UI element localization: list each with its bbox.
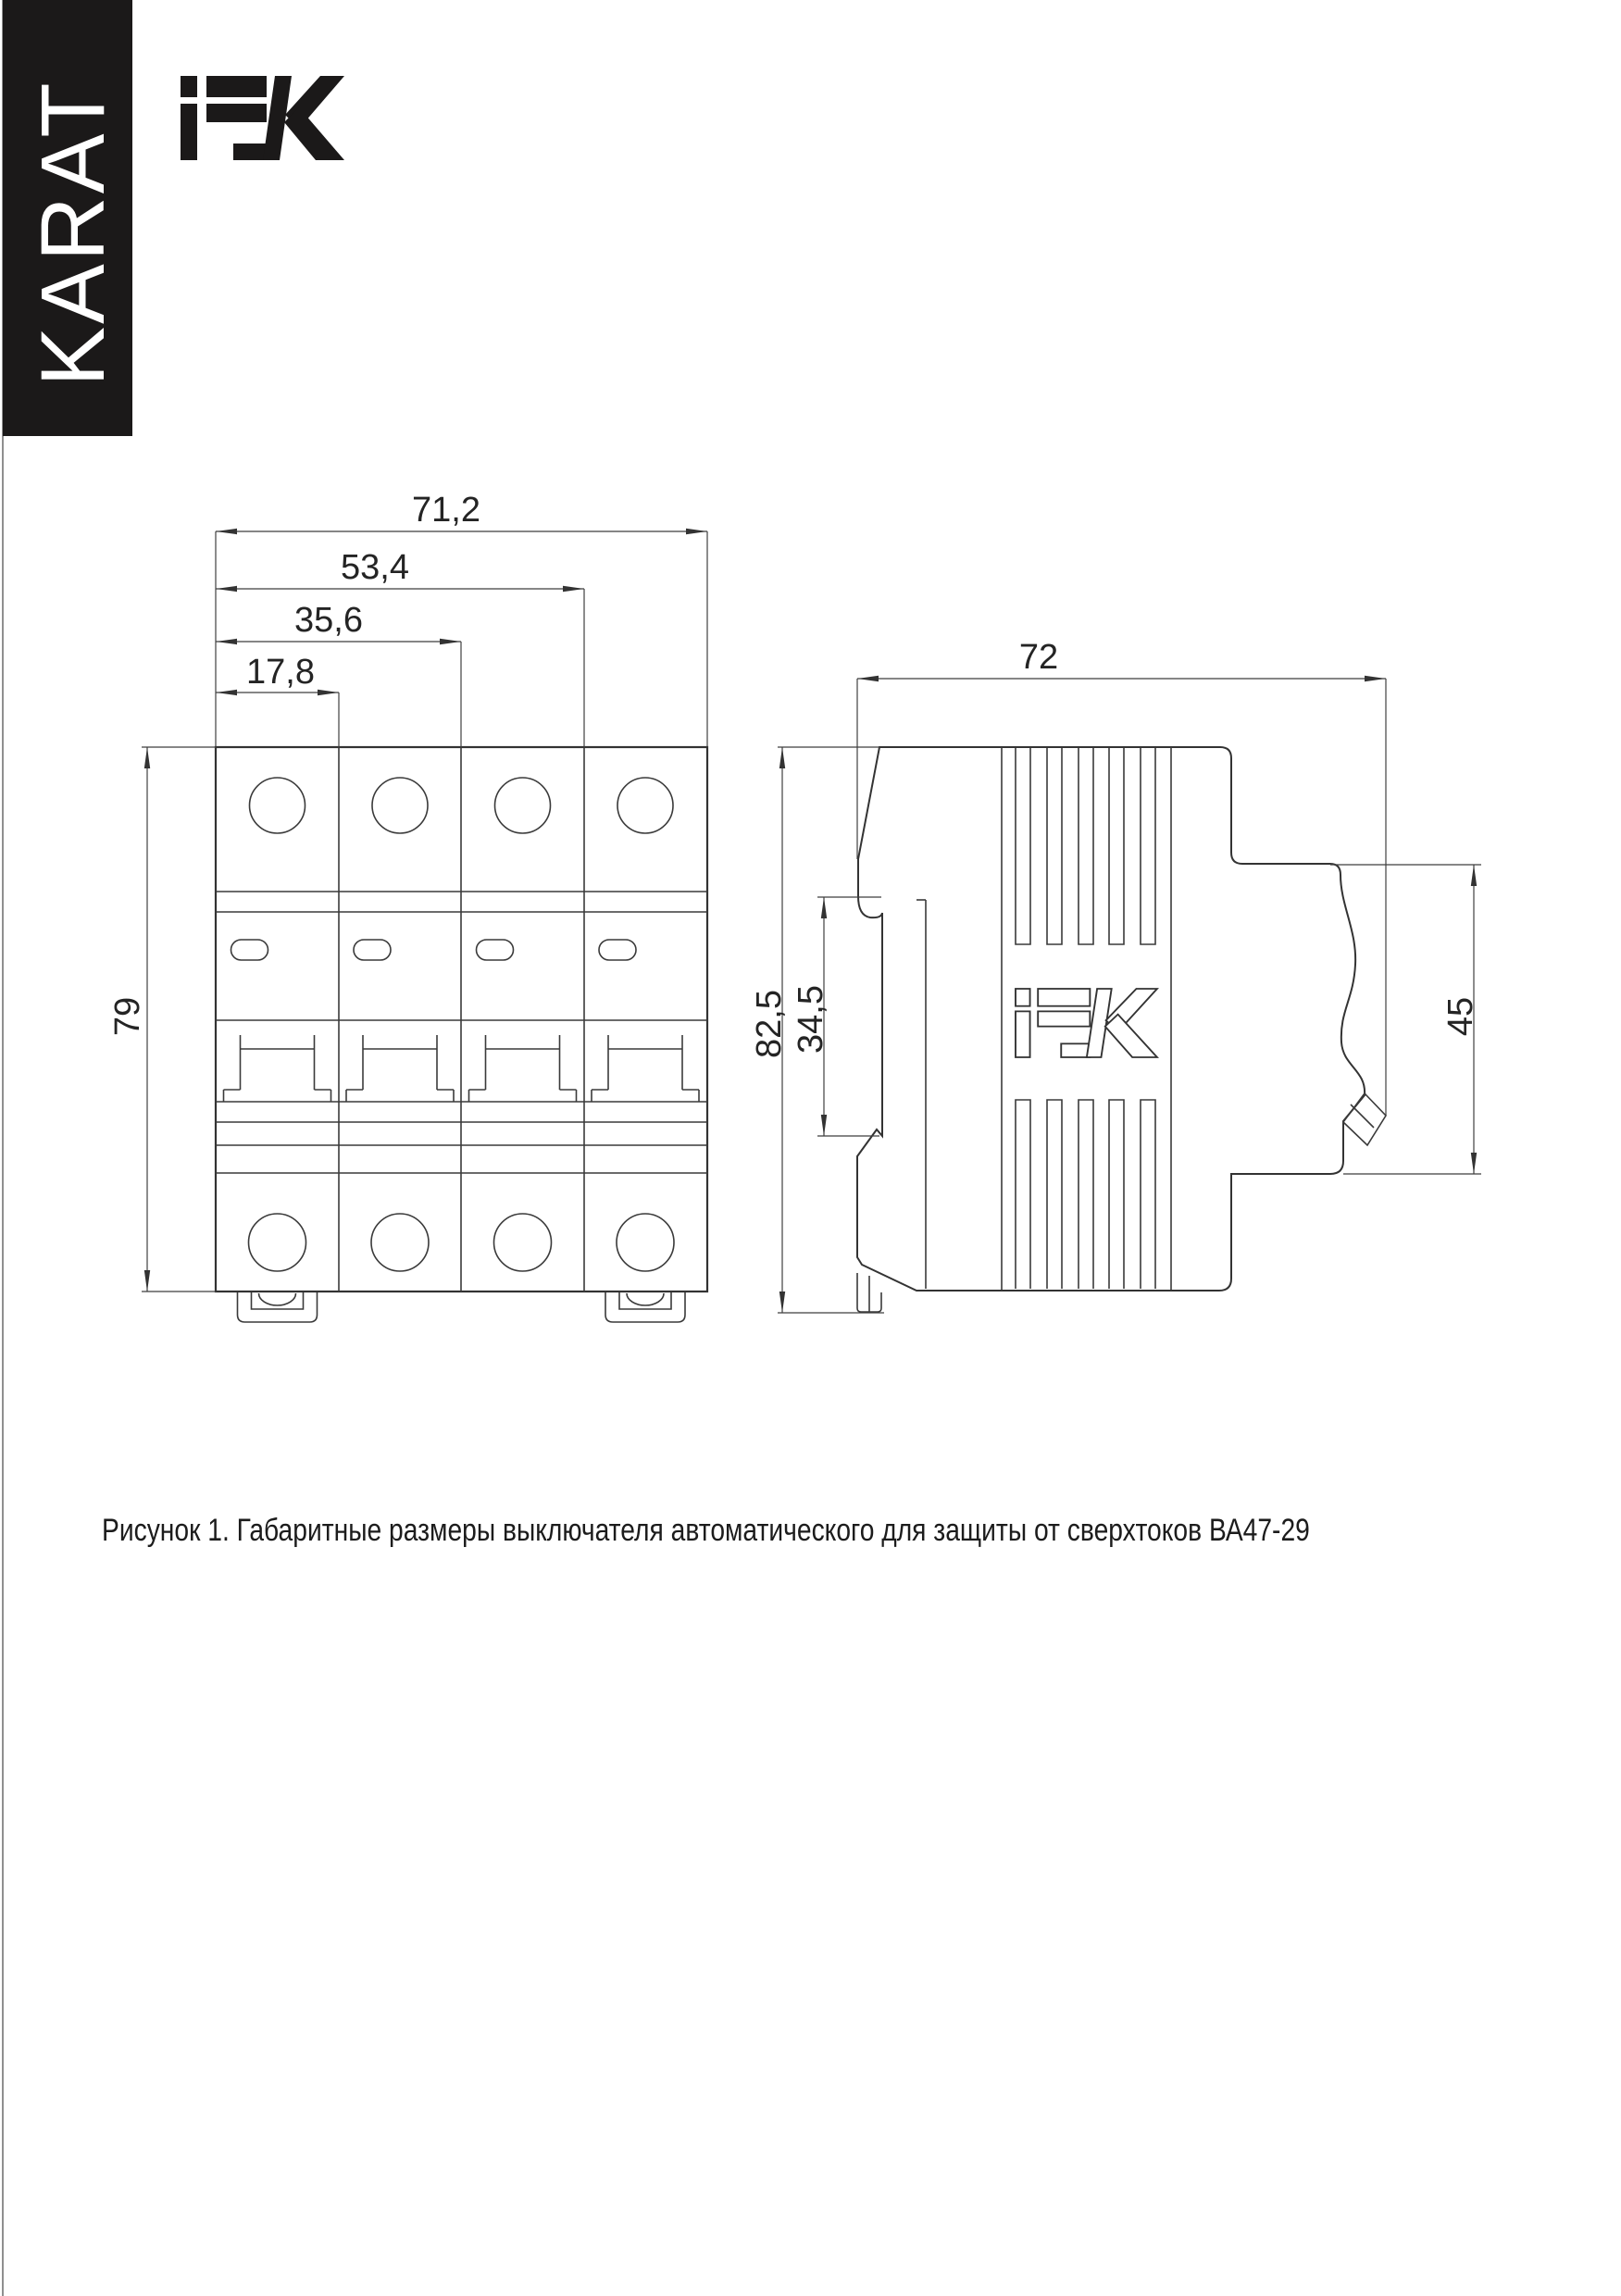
vent-slot-upper bbox=[1109, 748, 1124, 944]
vent-slot-lower bbox=[1141, 1100, 1155, 1289]
dim-side-rail-offset: 34,5 bbox=[792, 985, 830, 1054]
din-clip bbox=[238, 1292, 318, 1322]
dim-side-front-height: 45 bbox=[1441, 996, 1480, 1037]
dim-front-one-module: 17,8 bbox=[246, 653, 315, 692]
din-clip bbox=[605, 1292, 685, 1322]
front-view bbox=[108, 491, 707, 1322]
vent-slot-upper bbox=[1047, 748, 1062, 944]
vent-slot-upper bbox=[1016, 748, 1030, 944]
iek-logo bbox=[181, 76, 344, 160]
figure-caption: Рисунок 1. Габаритные размеры выключателя автоматического для защиты от сверхтоков ВА47-29 bbox=[102, 1513, 1310, 1548]
side-view bbox=[750, 638, 1481, 1313]
vent-slot-upper bbox=[1141, 748, 1155, 944]
karat-banner-label: KARAT bbox=[22, 80, 123, 387]
vent-slot-lower bbox=[1016, 1100, 1030, 1289]
vent-slot-upper bbox=[1079, 748, 1093, 944]
vent-slot-lower bbox=[1079, 1100, 1093, 1289]
iek-logo-outline bbox=[1016, 989, 1157, 1057]
vent-slot-lower bbox=[1109, 1100, 1124, 1289]
vent-slot-lower bbox=[1047, 1100, 1062, 1289]
dim-front-height: 79 bbox=[108, 996, 147, 1037]
dim-side-height: 82,5 bbox=[750, 990, 789, 1058]
dim-side-depth: 72 bbox=[1018, 638, 1059, 677]
dim-front-total-width: 71,2 bbox=[412, 491, 480, 530]
dim-front-three-modules: 53,4 bbox=[341, 548, 409, 587]
dim-front-two-modules: 35,6 bbox=[294, 601, 363, 640]
